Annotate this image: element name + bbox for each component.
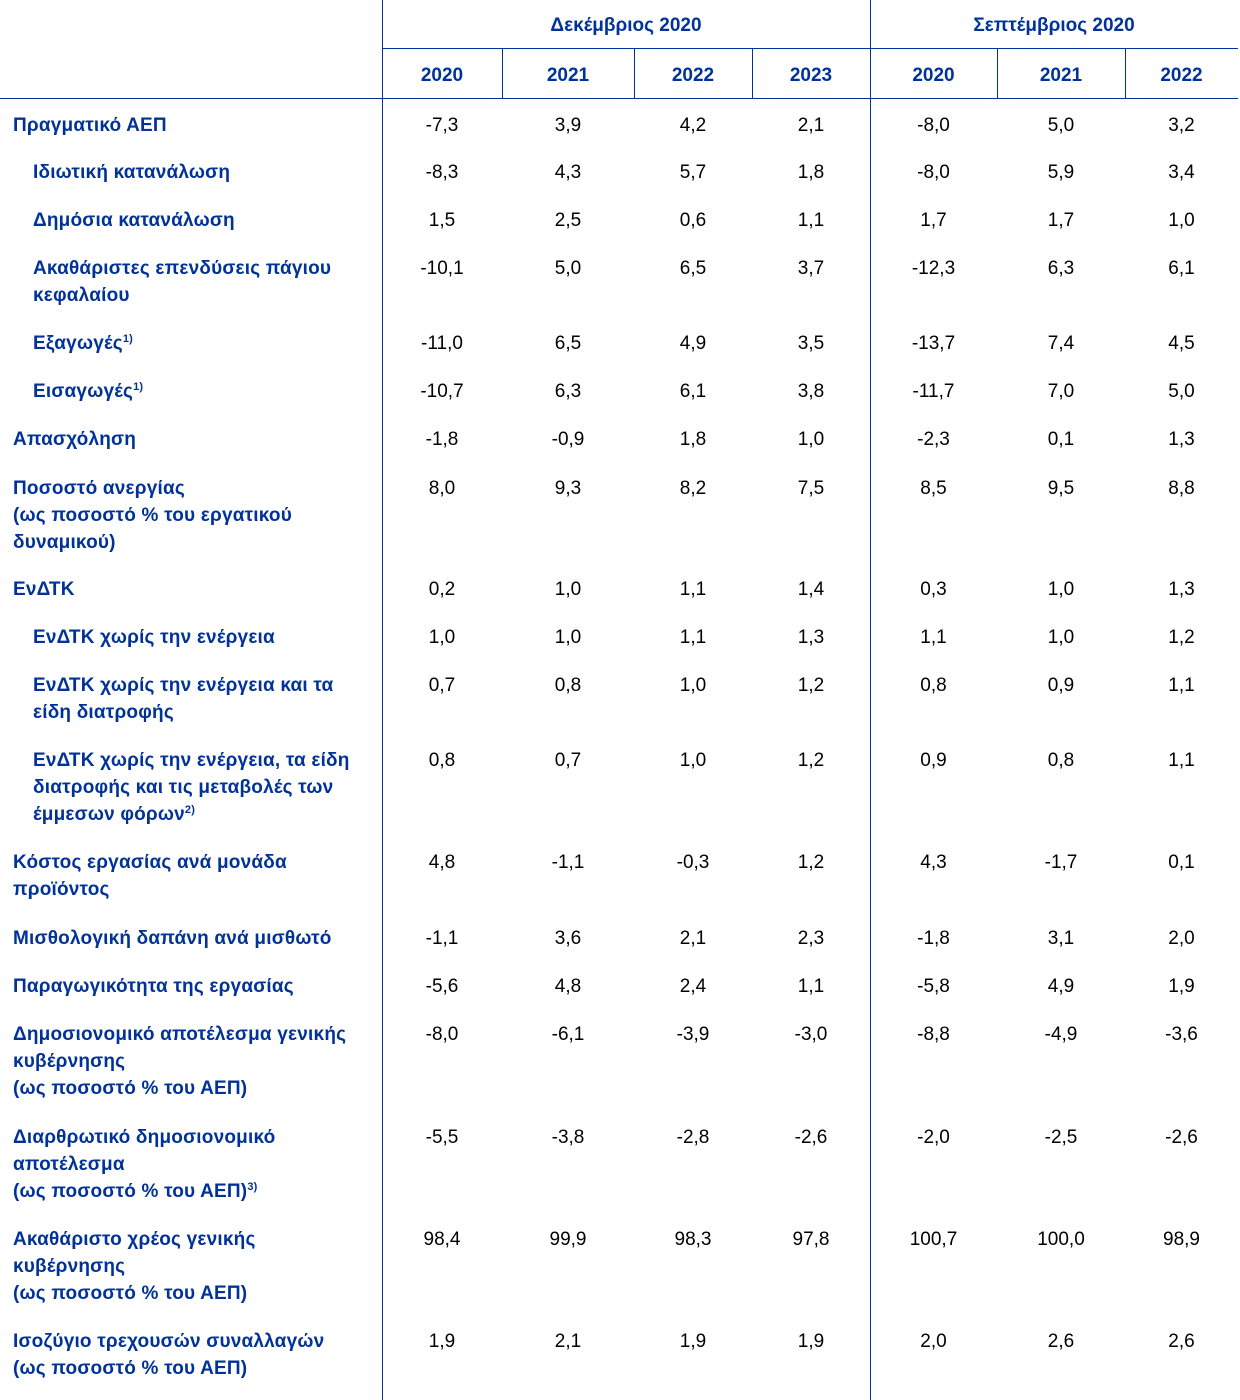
value-cell: 3,7: [797, 258, 825, 279]
value-cell: 0,1: [1047, 429, 1075, 450]
value-cell: 4,2: [679, 115, 707, 136]
value-cell: 6,3: [1047, 258, 1075, 279]
value-cell: -5,5: [425, 1127, 459, 1148]
value-cell: 1,7: [1047, 210, 1075, 231]
value-cell: 0,8: [554, 675, 582, 696]
value-cell: -5,8: [917, 976, 950, 997]
value-cell: 100,7: [909, 1229, 958, 1250]
value-cell: -7,3: [425, 115, 459, 136]
value-cell: 0,3: [920, 579, 947, 600]
row-label-line: κεφαλαίου: [33, 285, 130, 306]
value-cell: -0,3: [676, 852, 710, 873]
value-cell: 1,1: [1168, 750, 1195, 771]
row-label: [33, 747, 403, 828]
value-cell: 4,3: [554, 162, 582, 183]
row-label-line: δυναμικού): [13, 532, 116, 553]
row-label-line: προϊόντος: [13, 879, 110, 900]
value-cell: -2,3: [917, 429, 950, 450]
value-cell: 2,1: [797, 115, 825, 136]
value-cell: 1,0: [679, 750, 707, 771]
row-label-line: Κόστος εργασίας ανά μονάδα: [13, 852, 287, 873]
value-cell: 1,4: [797, 579, 825, 600]
value-cell: -2,6: [794, 1127, 828, 1148]
value-cell: -1,7: [1044, 852, 1078, 873]
value-cell: 8,5: [920, 478, 947, 499]
value-cell: -3,0: [794, 1024, 828, 1045]
row-label-line: Ποσοστό ανεργίας: [13, 478, 185, 499]
value-cell: 1,3: [1168, 579, 1195, 600]
value-cell: 0,6: [679, 210, 707, 231]
value-cell: 4,9: [1047, 976, 1075, 997]
value-cell: 1,3: [797, 627, 825, 648]
value-cell: 1,8: [679, 429, 707, 450]
row-label: [13, 426, 383, 453]
value-cell: 0,7: [554, 750, 582, 771]
row-label: [33, 255, 403, 309]
value-cell: 1,9: [428, 1331, 456, 1352]
value-cell: -8,8: [917, 1024, 950, 1045]
row-label: [33, 330, 403, 357]
value-cell: 3,4: [1168, 162, 1195, 183]
value-cell: 8,0: [428, 478, 456, 499]
value-cell: 1,1: [679, 579, 707, 600]
row-label: [13, 576, 383, 603]
value-cell: -12,3: [911, 258, 956, 279]
value-cell: 1,0: [1168, 210, 1195, 231]
value-cell: 3,8: [797, 381, 825, 402]
value-cell: 2,1: [679, 928, 707, 949]
horizontal-rule: [382, 48, 1238, 49]
value-cell: 8,8: [1168, 478, 1195, 499]
value-cell: 4,8: [428, 852, 456, 873]
value-cell: -1,1: [425, 928, 459, 949]
value-cell: 6,3: [554, 381, 582, 402]
row-label-line: Δημόσια κατανάλωση: [33, 210, 235, 231]
row-label-line: (ως ποσοστό % του ΑΕΠ): [13, 1181, 248, 1202]
value-cell: 1,9: [1168, 976, 1195, 997]
value-cell: 4,5: [1168, 333, 1195, 354]
row-label: [13, 925, 383, 952]
value-cell: -11,0: [421, 333, 463, 354]
value-cell: 5,0: [554, 258, 582, 279]
value-cell: -1,1: [551, 852, 585, 873]
value-cell: 2,1: [554, 1331, 582, 1352]
row-label-line: Ιδιωτική κατανάλωση: [33, 162, 231, 183]
column-group-header: Σεπτέμβριος 2020: [973, 15, 1135, 36]
value-cell: 5,7: [679, 162, 707, 183]
row-label: [13, 849, 383, 903]
value-cell: 2,5: [554, 210, 582, 231]
value-cell: 1,9: [797, 1331, 825, 1352]
value-cell: -2,6: [1165, 1127, 1198, 1148]
row-label-line: κυβέρνησης: [13, 1051, 126, 1072]
value-cell: 2,6: [1047, 1331, 1075, 1352]
row-label-line: Απασχόληση: [13, 429, 137, 450]
value-cell: -10,7: [420, 381, 464, 402]
row-label-line: Παραγωγικότητα της εργασίας: [13, 976, 294, 997]
value-cell: 0,9: [1047, 675, 1075, 696]
value-cell: 3,1: [1047, 928, 1075, 949]
value-cell: 1,0: [679, 675, 707, 696]
value-cell: 97,8: [792, 1229, 830, 1250]
value-cell: 100,0: [1037, 1229, 1085, 1250]
value-cell: -3,8: [551, 1127, 585, 1148]
year-header: 2022: [671, 65, 715, 86]
value-cell: 2,3: [797, 928, 825, 949]
row-label: [13, 112, 383, 139]
value-cell: 3,9: [554, 115, 582, 136]
value-cell: 5,0: [1168, 381, 1195, 402]
value-cell: 7,0: [1047, 381, 1075, 402]
value-cell: 2,6: [1168, 1331, 1195, 1352]
row-label-line: ΕνΔΤΚ χωρίς την ενέργεια: [33, 627, 275, 648]
value-cell: 1,0: [554, 579, 582, 600]
value-cell: 6,1: [1168, 258, 1195, 279]
value-cell: 0,9: [920, 750, 947, 771]
value-cell: 98,4: [423, 1229, 461, 1250]
value-cell: 1,1: [797, 210, 825, 231]
value-cell: 1,0: [428, 627, 456, 648]
footnote-marker: 1): [122, 333, 134, 345]
value-cell: -6,1: [551, 1024, 585, 1045]
value-cell: 1,2: [797, 750, 825, 771]
value-cell: 9,5: [1047, 478, 1075, 499]
value-cell: -3,9: [676, 1024, 710, 1045]
row-label-line: (ως ποσοστό % του ΑΕΠ): [13, 1283, 248, 1304]
value-cell: 1,2: [797, 675, 825, 696]
value-cell: 2,0: [920, 1331, 947, 1352]
row-label: [13, 1226, 383, 1307]
value-cell: 0,8: [920, 675, 947, 696]
value-cell: -8,0: [917, 115, 950, 136]
value-cell: 1,1: [920, 627, 947, 648]
value-cell: -1,8: [917, 928, 950, 949]
value-cell: -1,8: [425, 429, 459, 450]
value-cell: 1,0: [1047, 579, 1075, 600]
value-cell: -11,7: [912, 381, 955, 402]
row-label-line: Διαρθρωτικό δημοσιονομικό: [13, 1127, 276, 1148]
value-cell: 2,4: [679, 976, 707, 997]
row-label-line: είδη διατροφής: [33, 702, 174, 723]
row-label: [33, 624, 403, 651]
row-label-line: έμμεσων φόρων: [33, 804, 185, 825]
value-cell: 0,8: [428, 750, 456, 771]
row-label: [13, 1328, 383, 1382]
footnote-marker: 3): [247, 1181, 258, 1193]
row-label: [13, 1021, 383, 1102]
value-cell: -8,0: [425, 1024, 459, 1045]
value-cell: 0,2: [428, 579, 456, 600]
value-cell: -3,6: [1165, 1024, 1198, 1045]
value-cell: 0,7: [428, 675, 456, 696]
value-cell: -5,6: [425, 976, 459, 997]
value-cell: -0,9: [551, 429, 585, 450]
footnote-marker: 2): [184, 804, 196, 816]
value-cell: 98,9: [1163, 1229, 1200, 1250]
year-header: 2022: [1160, 65, 1203, 86]
value-cell: -13,7: [911, 333, 956, 354]
row-label-line: Μισθολογική δαπάνη ανά μισθωτό: [13, 928, 332, 949]
row-label: [33, 159, 403, 186]
value-cell: 4,9: [679, 333, 707, 354]
value-cell: -8,3: [425, 162, 459, 183]
row-label-line: Εξαγωγές: [33, 333, 123, 354]
row-label-line: Ακαθάριστες επενδύσεις πάγιου: [33, 258, 332, 279]
row-label-line: ΕνΔΤΚ: [13, 579, 75, 600]
value-cell: 1,1: [1168, 675, 1195, 696]
value-cell: 5,9: [1047, 162, 1075, 183]
value-cell: 1,8: [797, 162, 825, 183]
value-cell: 3,6: [554, 928, 582, 949]
value-cell: 1,5: [428, 210, 456, 231]
year-header: 2020: [420, 65, 464, 86]
row-label-line: Πραγματικό ΑΕΠ: [13, 115, 167, 136]
value-cell: 1,1: [797, 976, 825, 997]
row-label: [13, 1124, 383, 1205]
value-cell: 6,5: [679, 258, 707, 279]
value-cell: 3,2: [1168, 115, 1195, 136]
value-cell: 6,5: [554, 333, 582, 354]
year-header: 2023: [789, 65, 833, 86]
footnote-marker: 1): [133, 381, 144, 393]
column-group-header: Δεκέμβριος 2020: [550, 15, 702, 36]
row-label-line: ΕνΔΤΚ χωρίς την ενέργεια, τα είδη: [33, 750, 350, 771]
value-cell: -2,0: [917, 1127, 950, 1148]
value-cell: 99,9: [549, 1229, 587, 1250]
value-cell: 7,5: [797, 478, 825, 499]
value-cell: 1,0: [1047, 627, 1075, 648]
value-cell: 1,2: [1168, 627, 1195, 648]
row-label: [33, 378, 403, 405]
value-cell: -2,8: [676, 1127, 710, 1148]
row-label-line: ΕνΔΤΚ χωρίς την ενέργεια και τα: [33, 675, 334, 696]
row-label-line: (ως ποσοστό % του εργατικού: [13, 505, 292, 526]
value-cell: 4,8: [554, 976, 582, 997]
value-cell: -4,9: [1044, 1024, 1078, 1045]
row-label: [33, 207, 403, 234]
value-cell: -8,0: [917, 162, 950, 183]
value-cell: 5,0: [1047, 115, 1075, 136]
value-cell: 0,8: [1047, 750, 1075, 771]
value-cell: 4,3: [920, 852, 947, 873]
row-label-line: Εισαγωγές: [33, 381, 134, 402]
value-cell: 6,1: [679, 381, 707, 402]
year-header: 2021: [546, 65, 590, 86]
row-label-line: (ως ποσοστό % του ΑΕΠ): [13, 1078, 248, 1099]
value-cell: 9,3: [554, 478, 582, 499]
value-cell: 1,9: [679, 1331, 707, 1352]
row-label-line: διατροφής και τις μεταβολές των: [33, 777, 334, 798]
row-label: [33, 672, 403, 726]
row-label-line: (ως ποσοστό % του ΑΕΠ): [13, 1358, 248, 1379]
value-cell: 1,1: [679, 627, 707, 648]
row-label-line: Ισοζύγιο τρεχουσών συναλλαγών: [13, 1331, 325, 1352]
row-label-line: αποτέλεσμα: [13, 1154, 125, 1175]
value-cell: 8,2: [679, 478, 707, 499]
value-cell: 7,4: [1047, 333, 1075, 354]
row-label: [13, 973, 383, 1000]
value-cell: -10,1: [420, 258, 464, 279]
year-header: 2020: [912, 65, 955, 86]
row-label: [13, 475, 383, 556]
value-cell: 3,5: [797, 333, 825, 354]
row-label-line: Δημοσιονομικό αποτέλεσμα γενικής: [13, 1024, 347, 1045]
value-cell: 0,1: [1168, 852, 1195, 873]
value-cell: 1,7: [920, 210, 947, 231]
value-cell: 1,0: [554, 627, 582, 648]
row-label-line: Ακαθάριστο χρέος γενικής: [13, 1229, 256, 1250]
value-cell: 2,0: [1168, 928, 1195, 949]
value-cell: 1,2: [797, 852, 825, 873]
year-header: 2021: [1039, 65, 1083, 86]
value-cell: 1,0: [797, 429, 825, 450]
horizontal-rule: [0, 98, 1238, 99]
row-label-line: κυβέρνησης: [13, 1256, 126, 1277]
value-cell: -2,5: [1044, 1127, 1078, 1148]
value-cell: 1,3: [1168, 429, 1195, 450]
value-cell: 98,3: [674, 1229, 712, 1250]
